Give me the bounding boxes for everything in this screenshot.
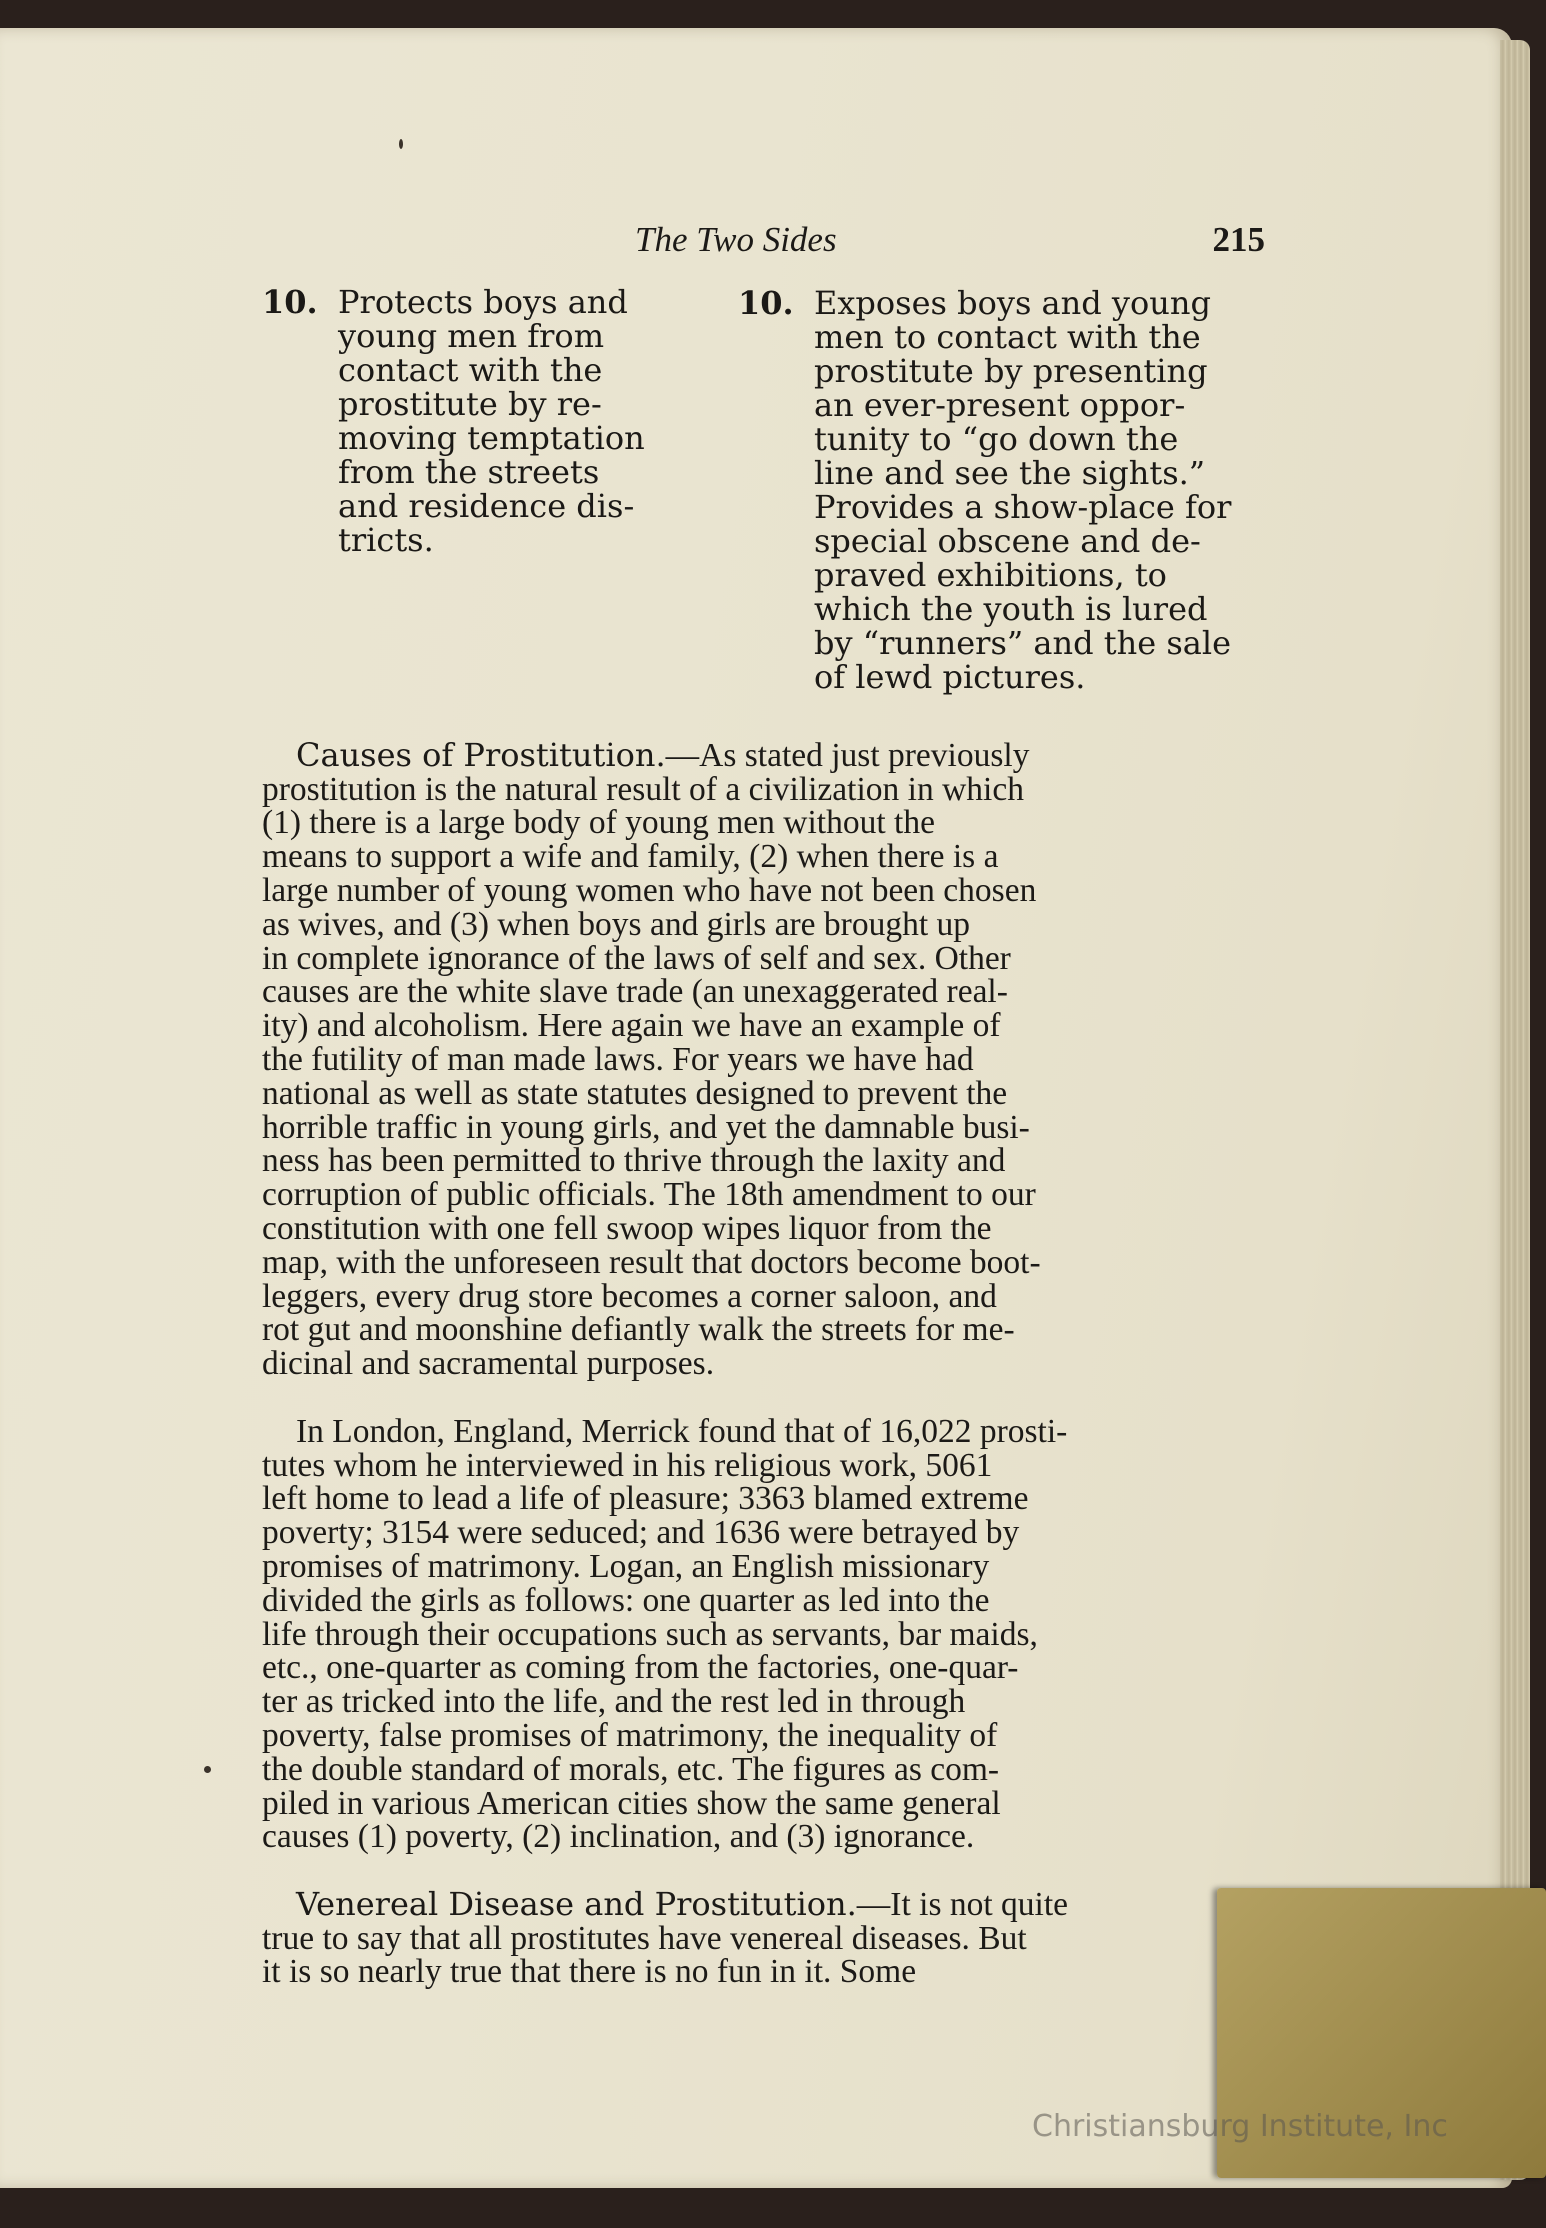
- heading-causes: Causes of Prostitution.: [296, 735, 666, 774]
- paragraph-london-text: In London, England, Merrick found that of 16,022 prosti- tutes whom he interviewed in his religious work, 5061 left home to lead a life of pleasure; 3363 blamed extreme poverty; 3154 were seduced; and 1636 were betrayed by promises of matrimony. Logan, an English missionary divided the girls as follows: one quarter as led into the life through their occupations such as servants, bar maids, etc., one-quarter as coming from the factories, one-quar- ter as tricked into the life, and the rest led in through poverty, false promises of matrimony, the inequality of the double standard of morals, etc. The figures as com- piled in various American cities show the same general causes (1) poverty, (2) inclination, and (3) ignorance.: [262, 1412, 1068, 1856]
- heading-venereal: Venereal Disease and Prostitution.: [296, 1884, 857, 1923]
- running-title: The Two Sides: [635, 220, 837, 259]
- left-column-item: [262, 285, 692, 557]
- left-item-number: 10.: [262, 283, 318, 321]
- right-column-item: [738, 286, 1263, 694]
- paper-speck: [399, 139, 403, 149]
- page-number: 215: [1212, 220, 1265, 259]
- paragraph-causes: [262, 735, 1262, 1383]
- watermark: Christiansburg Institute, Inc: [1032, 2109, 1448, 2144]
- paragraph-causes-text: —As stated just previously prostitution is the natural result of a civilization in which (1) there is a large body of young men without the means to support a wife and family, (2) when there is a large number of young women who have not been chosen as wives, and (3) when boys and girls are brought up in complete ignorance of the laws of self and sex. Other causes are the white slave trade (an unexaggerated real- ity) and alcoholism. Here again we have an example of the futility of man made laws. For years we have had national as well as state statutes designed to prevent the horrible traffic in young girls, and yet the damnable busi- ness has been permitted to thrive through the laxity and corruption of public officials. The 18th amendment to our constitution with one fell swoop wipes liquor from the map, with the unforeseen result that doctors become boot- leggers, every drug store becomes a corner saloon, and rot gut and moonshine defiantly walk the streets for me- dicinal and sacramental purposes.: [262, 736, 1041, 1383]
- left-item-text: Protects boys and young men from contact with the prostitute by re- moving temptation from the streets and residence dis- tricts.: [338, 283, 645, 559]
- running-header: [260, 220, 1265, 270]
- paper-speck: [204, 1766, 211, 1773]
- right-item-text: Exposes boys and young men to contact with the prostitute by presenting an ever-present oppor- tunity to “go down the line and see the sights.” Provides a show-place for special obscene and de- praved exhibitions, to which the youth is lured by “runners” and the sale of lewd pictures.: [814, 284, 1232, 696]
- page-edges: [1500, 40, 1530, 2180]
- paragraph-london: [262, 1412, 1262, 1856]
- paragraph-venereal: [262, 1884, 1262, 1991]
- right-item-number: 10.: [738, 284, 794, 322]
- paragraph-venereal-text: —It is not quite true to say that all prostitutes have venereal diseases. But it is so nearly true that there is no fun in it. Some: [262, 1885, 1069, 1991]
- body-text: [262, 705, 1262, 2023]
